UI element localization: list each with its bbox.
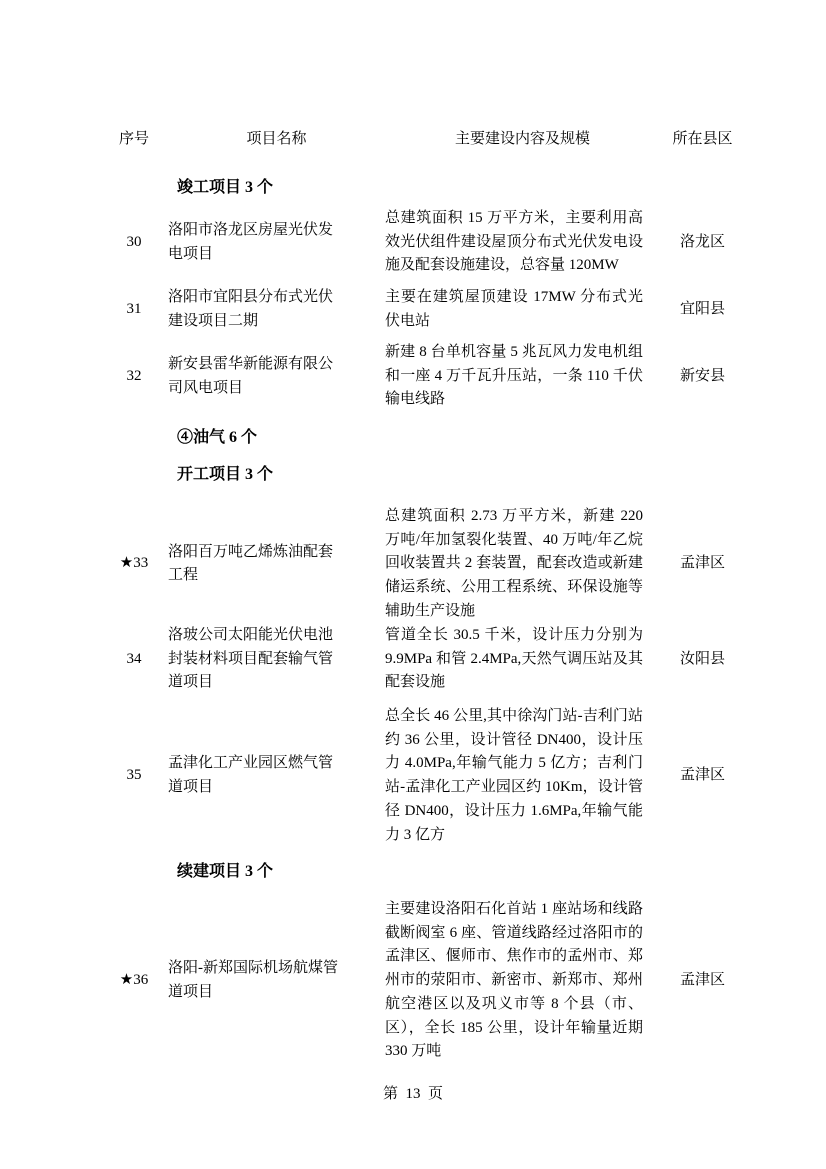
project-content: 管道全长 30.5 千米，设计压力分别为 9.9MPa 和管 2.4MPa,天然气调压站及其配套设施 <box>385 627 643 691</box>
section-heading-start: 开工项目 3 个 <box>177 466 274 483</box>
project-name: 洛玻公司太阳能光伏电池封装材料项目配套输气管道项目 <box>168 627 334 691</box>
table-row <box>100 624 745 695</box>
project-content: 总建筑面积 2.73 万平方米，新建 220 万吨/年加氢裂化装置、40 万吨/年乙烷回收装置共 2 套装置，配套改造或新建储运系统、公用工程系统、环保设施等辅助生产设施 <box>385 508 643 619</box>
project-county: 洛龙区 <box>679 233 725 250</box>
table-row <box>100 286 745 333</box>
project-county: 新安县 <box>679 367 725 384</box>
project-county: 孟津区 <box>679 767 725 784</box>
project-name: 洛阳-新郑国际机场航煤管道项目 <box>168 960 338 1000</box>
row-number: 34 <box>126 650 142 667</box>
table-row <box>100 898 745 1064</box>
row-number: ★36 <box>119 972 149 989</box>
row-number: 31 <box>126 300 142 317</box>
project-content: 总建筑面积 15 万平方米，主要利用高效光伏组件建设屋顶分布式光伏发电设施及配套设施建设，总容量 120MW <box>385 210 643 274</box>
project-county: 孟津区 <box>679 555 725 572</box>
project-name: 孟津化工产业园区燃气管道项目 <box>168 755 334 796</box>
table-row <box>100 505 745 624</box>
project-county: 宜阳县 <box>679 300 725 317</box>
table-header <box>100 128 745 152</box>
project-content: 主要建设洛阳石化首站 1 座站场和线路截断阀室 6 座、管道线路经过洛阳市的孟津区、偃师市、焦作市的孟州市、郑州市的荥阳市、新密市、新郑市、郑州航空港区以及巩义市等 8 个县（市、区），全长 185 公里，设计年输量近期 330 万吨 <box>385 901 643 1060</box>
header-no: 序号 <box>118 131 149 147</box>
project-content: 主要在建筑屋顶建设 17MW 分布式光伏电站 <box>385 289 643 329</box>
table-row <box>100 341 745 412</box>
header-content: 主要建设内容及规模 <box>454 131 590 147</box>
table-row <box>100 207 745 278</box>
project-content: 新建 8 台单机容量 5 兆瓦风力发电机组和一座 4 万千瓦升压站，一条 110 千伏输电线路 <box>385 344 643 408</box>
row-number: 32 <box>126 367 142 384</box>
project-content: 总全长 46 公里,其中徐沟门站-吉利门站约 36 公里，设计管径 DN400，设计压力 4.0MPa,年输气能力 5 亿方；吉利门站-孟津化工产业园区约 10Km，设计管径 DN400，设计压力 1.6MPa,年输气能力 3 亿方 <box>385 708 643 843</box>
project-county: 孟津区 <box>679 972 725 989</box>
header-name: 项目名称 <box>246 131 307 147</box>
section-heading-continue: 续建项目 3 个 <box>177 863 274 880</box>
table-row <box>100 705 745 847</box>
project-county: 汝阳县 <box>679 650 725 667</box>
project-name: 洛阳市洛龙区房屋光伏发电项目 <box>168 221 334 262</box>
header-county: 所在县区 <box>672 131 733 147</box>
project-name: 新安县雷华新能源有限公司风电项目 <box>168 355 334 396</box>
project-name: 洛阳市宜阳县分布式光伏建设项目二期 <box>168 289 334 329</box>
row-number: 35 <box>126 767 142 784</box>
section-heading-oil-gas: ④油气 6 个 <box>177 429 258 446</box>
section-heading-completed: 竣工项目 3 个 <box>177 179 274 196</box>
page-number: 第 13 页 <box>382 1086 443 1102</box>
row-number: 30 <box>126 233 142 250</box>
row-number: ★33 <box>119 555 149 572</box>
project-name: 洛阳百万吨乙烯炼油配套工程 <box>168 543 334 584</box>
